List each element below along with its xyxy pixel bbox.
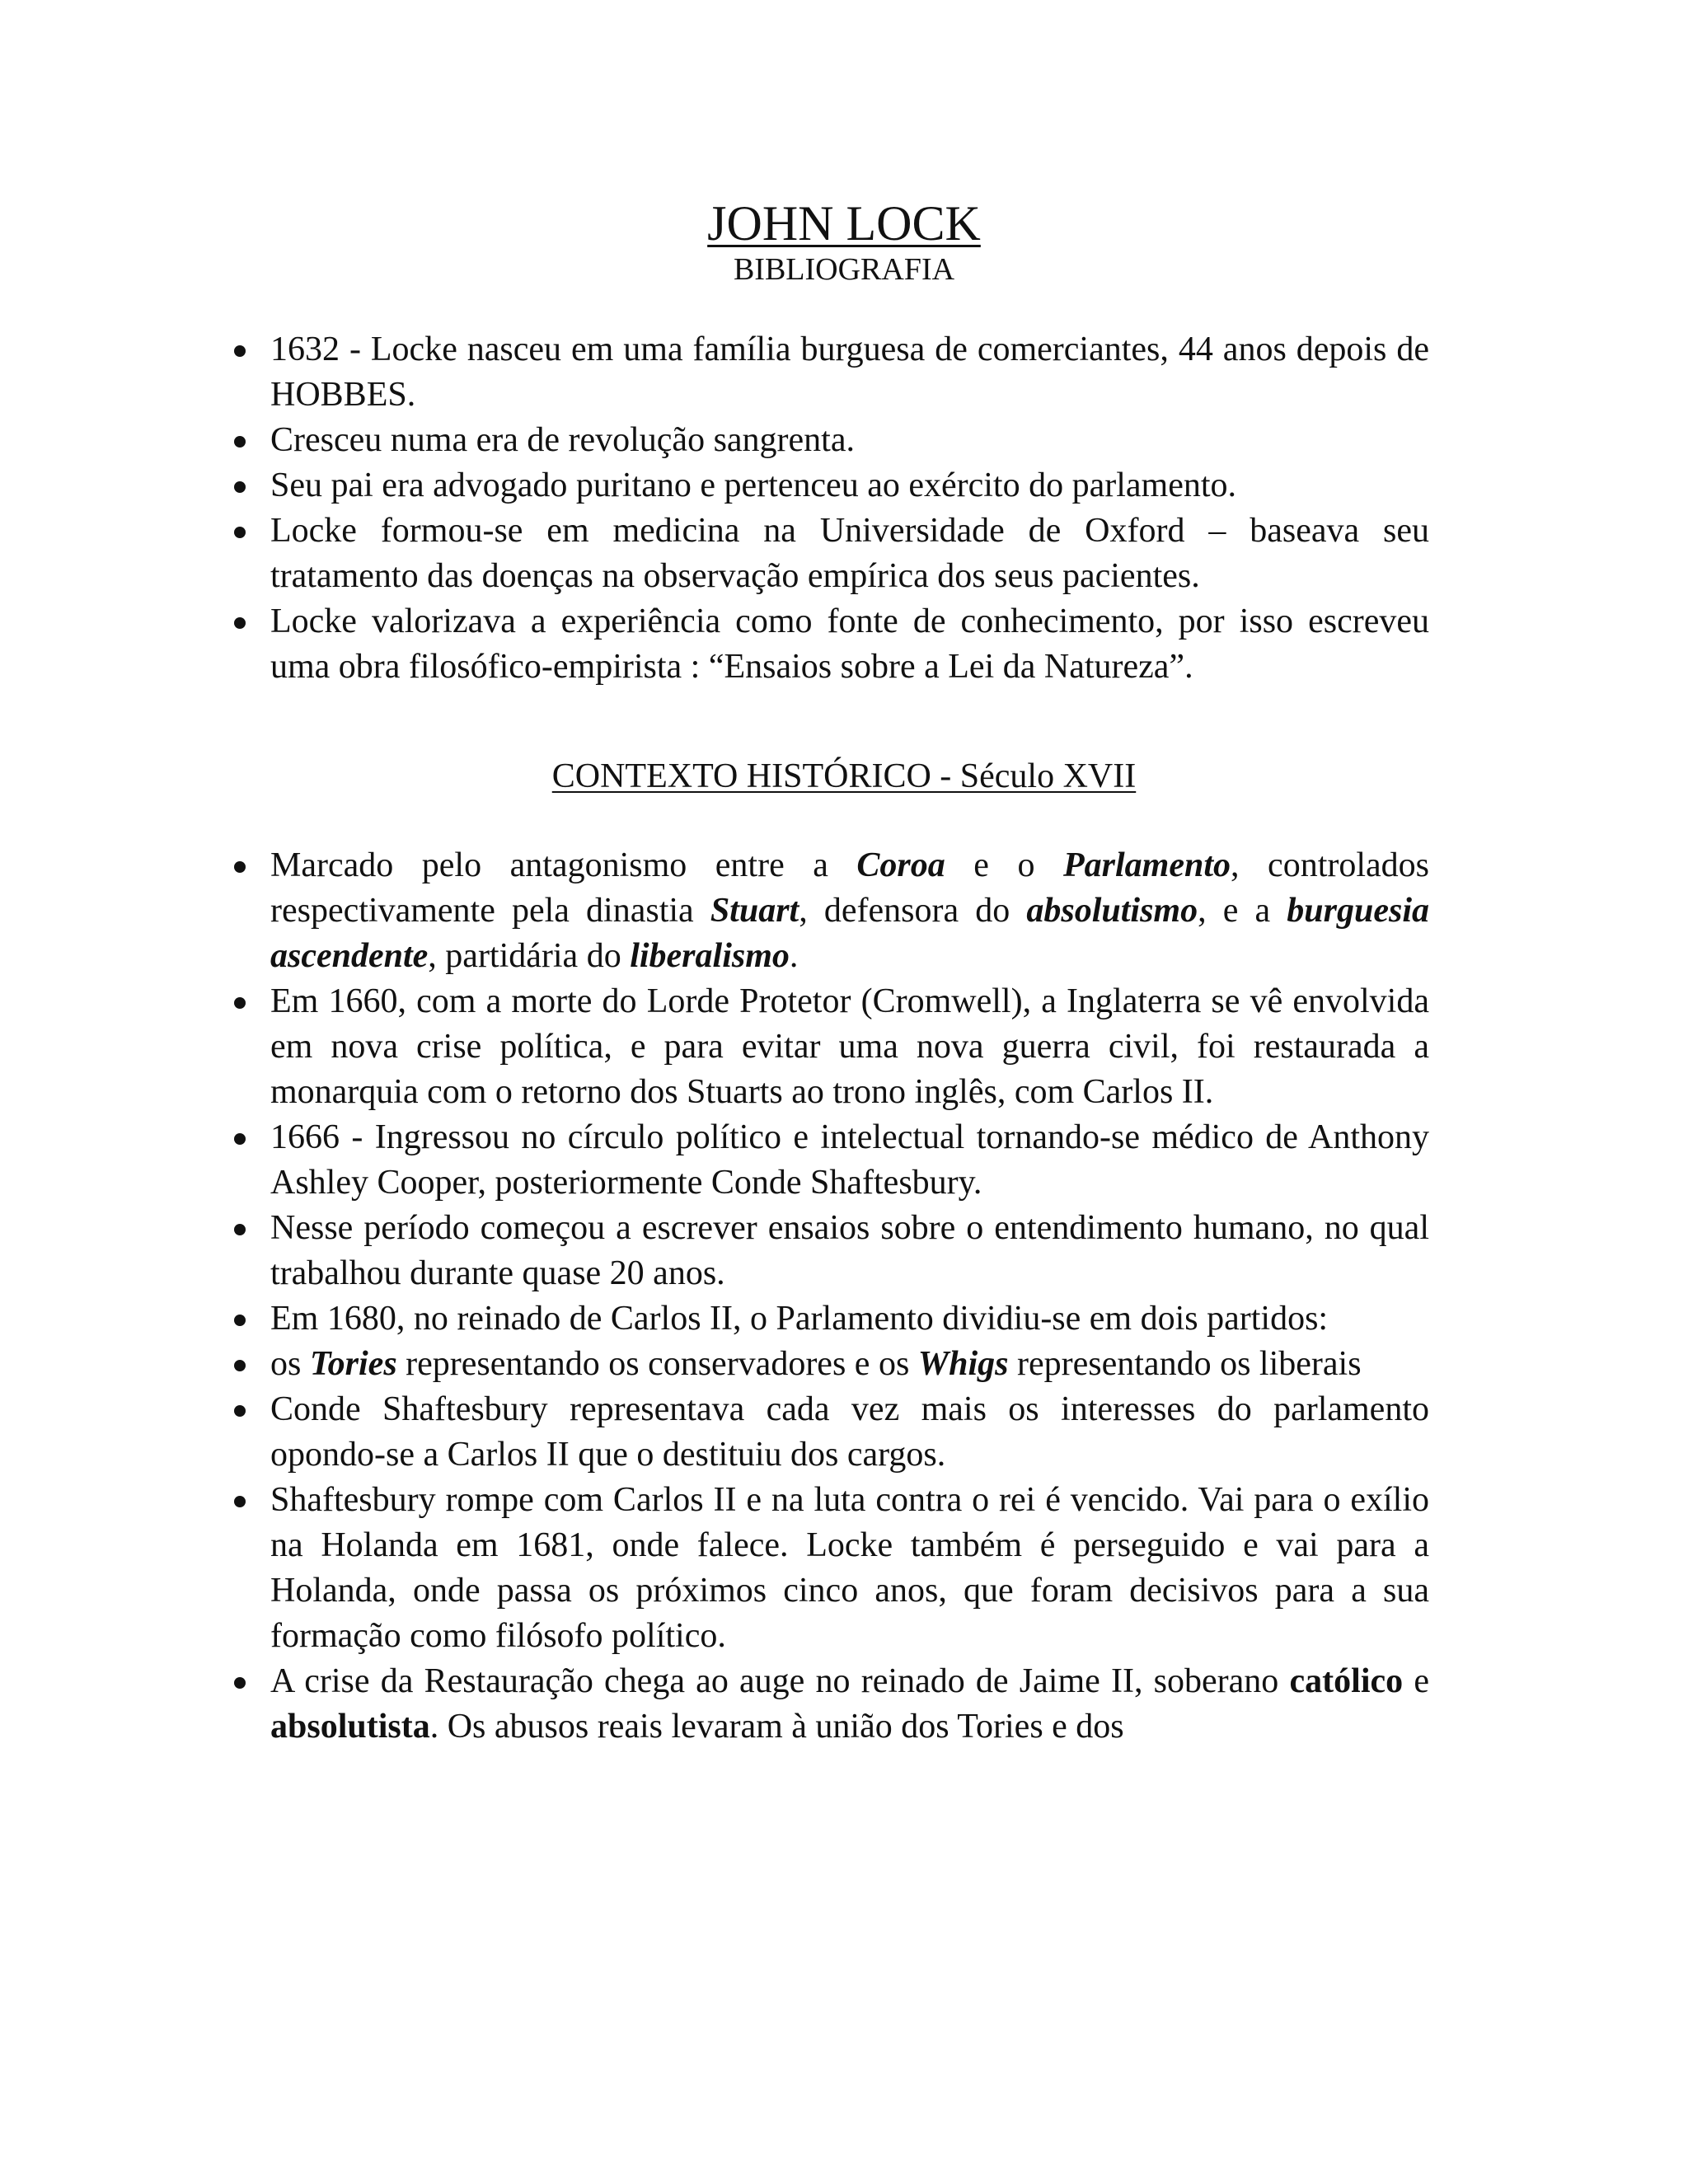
document-title: JOHN LOCK [707,196,981,251]
document-subtitle: BIBLIOGRAFIA [733,252,955,287]
list-item: Em 1660, com a morte do Lorde Protetor (Cromwell), a Inglaterra se vê envolvida em nova crise política, e para evitar uma nova guerra civil, foi restaurada a monarquia com o retorno dos Stuarts ao trono inglês, com Carlos II. [270,979,1429,1115]
bullet-icon [234,527,246,538]
bullet-icon [234,481,246,493]
section-heading: CONTEXTO HISTÓRICO - Século XVII [551,757,1137,795]
list-item: Nesse período começou a escrever ensaios sobre o entendimento humano, no qual trabalhou durante quase 20 anos. [270,1206,1429,1296]
bullet-icon [234,1360,246,1371]
list-item: 1666 - Ingressou no círculo político e intelectual tornando-se médico de Anthony Ashley Cooper, posteriormente Conde Shaftesbury. [270,1115,1429,1206]
bullet-icon [234,1133,246,1145]
bullet-icon [234,861,246,873]
list-item: Locke valorizava a experiência como fonte de conhecimento, por isso escreveu uma obra filosófico-empirista : “Ensaios sobre a Lei da Natureza”. [270,599,1429,690]
bullet-icon [234,1405,246,1417]
bullet-icon [234,1496,246,1507]
list-item: Conde Shaftesbury representava cada vez mais os interesses do parlamento opondo-se a Carlos II que o destituiu dos cargos. [270,1387,1429,1478]
bullet-icon [234,436,246,448]
list-item: 1632 - Locke nasceu em uma família burguesa de comerciantes, 44 anos depois de HOBBES. [270,327,1429,418]
bullet-icon [234,1677,246,1689]
list-item: Seu pai era advogado puritano e pertenceu ao exército do parlamento. [270,463,1429,509]
bullet-icon [234,1315,246,1326]
list-item: Locke formou-se em medicina na Universidade de Oxford – baseava seu tratamento das doenças na observação empírica dos seus pacientes. [270,509,1429,599]
context-list [0,843,1688,1750]
bullet-icon [234,345,246,357]
bullet-icon [234,997,246,1009]
list-item: Marcado pelo antagonismo entre a Coroa e o Parlamento, controlados respectivamente pela dinastia Stuart, defensora do absolutismo, e a burguesia ascendente, partidária do liberalismo. [270,843,1429,979]
list-item: os Tories representando os conservadores e os Whigs representando os liberais [270,1342,1429,1387]
list-item: Shaftesbury rompe com Carlos II e na luta contra o rei é vencido. Vai para o exílio na Holanda em 1681, onde falece. Locke também é perseguido e vai para a Holanda, onde passa os próximos cinco anos, que foram decisivos para a sua formação como filósofo político. [270,1478,1429,1659]
bullet-icon [234,617,246,629]
bullet-icon [234,1224,246,1235]
list-item: A crise da Restauração chega ao auge no reinado de Jaime II, soberano católico e absolutista. Os abusos reais levaram à união dos Tories e dos [270,1659,1429,1750]
biography-list [0,327,1688,690]
list-item: Em 1680, no reinado de Carlos II, o Parlamento dividiu-se em dois partidos: [270,1296,1429,1342]
list-item: Cresceu numa era de revolução sangrenta. [270,418,1429,463]
